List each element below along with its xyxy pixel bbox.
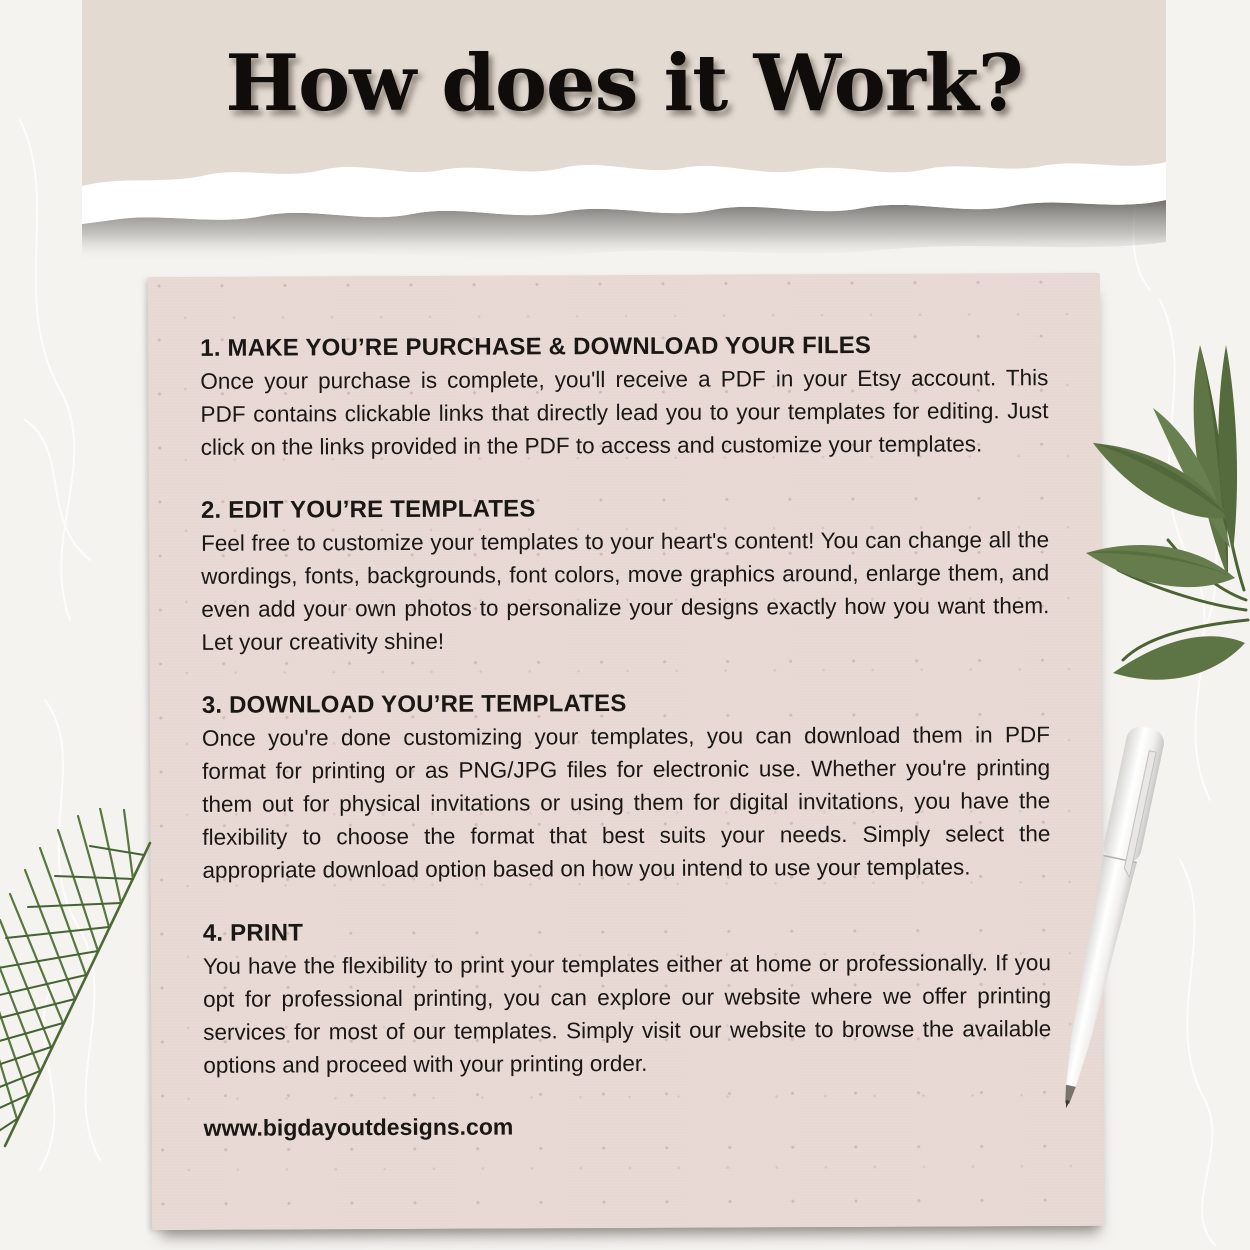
page-title: How does it Work? (225, 38, 1023, 129)
leaf-branch-image (1078, 290, 1250, 720)
section-edit-heading: 2. EDIT YOU’RE TEMPLATES (200, 495, 536, 524)
section-print-heading: 4. PRINT (202, 919, 304, 947)
section-purchase-body: Once your purchase is complete, you'll receive a PDF in your Etsy account. This PDF contains clickable links that directly lead you to your templates for editing. Just click on the links provided in the PDF to access and customize your templates. (200, 365, 1049, 460)
section-edit-body: Feel free to customize your templates to your heart's content! You can change all the wordings, fonts, backgrounds, font colors, move graphics around, enlarge them, and even add your own photos to personalize your designs exactly how you want them. Let your creativity shine! (201, 527, 1050, 655)
instructions-card (148, 273, 1104, 1230)
section-print (203, 913, 1052, 1082)
section-download-body: Once you're done customizing your templates, you can download them in PDF format for printing or as PNG/JPG files for electronic use. Whether you're printing them out for physical invitations or using them for digital invitations, you have the flexibility to choose the format that best suits your needs. Simply select the appropriate download option based on how you intend to use your templates. (201, 722, 1051, 883)
section-edit (201, 490, 1050, 659)
section-download-heading: 3. DOWNLOAD YOU’RE TEMPLATES (201, 689, 627, 719)
section-purchase (200, 328, 1049, 464)
palm-frond-image (0, 808, 195, 1153)
pen-image (1028, 710, 1188, 1135)
website-url: www.bigdayoutdesigns.com (203, 1113, 514, 1141)
section-purchase-heading: 1. MAKE YOU’RE PURCHASE & DOWNLOAD YOUR FILES (200, 331, 872, 362)
title-banner (82, 0, 1166, 250)
section-print-body: You have the flexibility to print your templates either at home or professionally. If you opt for professional printing, you can explore our website where we offer printing services for most of our templates. Simply visit our website to browse the available options and proceed with your printing order. (202, 950, 1052, 1078)
section-download (202, 685, 1051, 887)
